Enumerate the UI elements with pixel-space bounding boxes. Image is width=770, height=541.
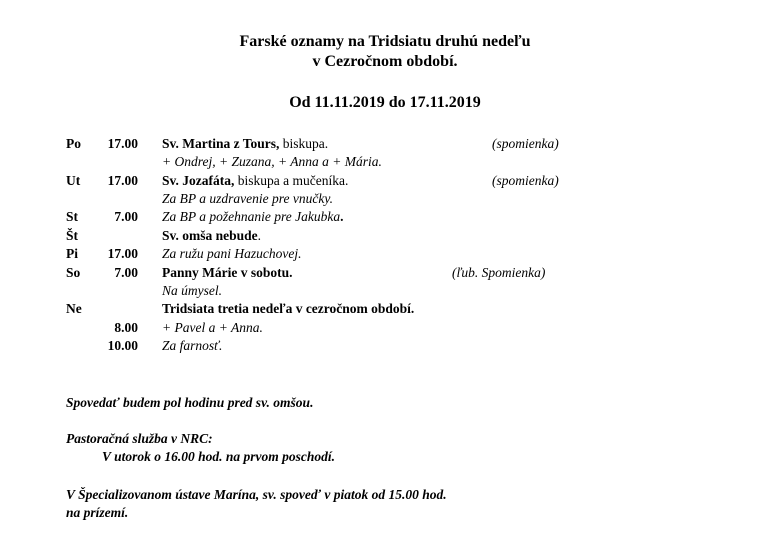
feast-rest: biskupa a mučeníka. bbox=[234, 173, 349, 188]
pastoral-detail: V utorok o 16.00 hod. na prvom poschodí. bbox=[102, 449, 336, 464]
schedule-row bbox=[0, 245, 770, 263]
intention-text: + Ondrej, + Zuzana, + Anna a + Mária. bbox=[162, 154, 382, 169]
feast-name: Sv. Jozafáta, bbox=[162, 173, 235, 188]
intention-text: Za ružu pani Hazuchovej. bbox=[162, 246, 302, 261]
schedule-row bbox=[0, 190, 770, 208]
schedule-row bbox=[0, 172, 770, 190]
rank-note: (spomienka) bbox=[492, 136, 559, 151]
feast-rest: biskupa. bbox=[279, 136, 329, 151]
intention-text: Za BP a požehnanie pre Jakubka bbox=[162, 209, 341, 224]
feast-name: Panny Márie v sobotu. bbox=[162, 265, 293, 280]
schedule-row bbox=[0, 153, 770, 171]
day-label: Pi bbox=[66, 246, 78, 261]
schedule-row bbox=[0, 319, 770, 337]
title-line-2: v Cezročnom období. bbox=[312, 53, 458, 70]
day-label: Ut bbox=[66, 173, 81, 188]
intention-text: Za BP a uzdravenie pre vnučky. bbox=[162, 191, 333, 206]
day-label: Po bbox=[66, 136, 81, 151]
schedule-row bbox=[0, 300, 770, 318]
intention-text: Za farnosť. bbox=[162, 338, 223, 353]
feast-name: Tridsiata tretia nedeľa v cezročnom období. bbox=[162, 301, 415, 316]
time-label: 17.00 bbox=[107, 246, 138, 261]
feast-name: Sv. omša nebude bbox=[162, 228, 258, 243]
feast-name: Sv. Martina z Tours, bbox=[162, 136, 280, 151]
time-label: 7.00 bbox=[114, 265, 138, 280]
schedule-text bbox=[162, 135, 328, 153]
schedule-row bbox=[0, 227, 770, 245]
schedule-row bbox=[0, 208, 770, 226]
day-label: Št bbox=[66, 228, 79, 243]
time-label: 8.00 bbox=[114, 320, 138, 335]
confession-notice: Spovedať budem pol hodinu pred sv. omšou. bbox=[66, 395, 314, 410]
schedule-row bbox=[0, 264, 770, 282]
rank-note: (spomienka) bbox=[492, 173, 559, 188]
day-label: St bbox=[66, 209, 79, 224]
intention-text: + Pavel a + Anna. bbox=[162, 320, 263, 335]
schedule-text bbox=[162, 172, 348, 190]
pastoral-title: Pastoračná služba v NRC: bbox=[66, 431, 213, 446]
schedule-row bbox=[0, 337, 770, 355]
schedule-row bbox=[0, 282, 770, 300]
day-label: Ne bbox=[66, 301, 82, 316]
schedule-text bbox=[162, 227, 261, 245]
intention-suffix: . bbox=[340, 209, 344, 224]
marina-notice-line-1: V Špecializovanom ústave Marína, sv. spoveď v piatok od 15.00 hod. bbox=[66, 487, 447, 502]
time-label: 7.00 bbox=[114, 209, 138, 224]
schedule-text bbox=[162, 208, 343, 226]
day-label: So bbox=[66, 265, 81, 280]
marina-notice-line-2: na prízemí. bbox=[66, 505, 129, 520]
feast-rest: . bbox=[257, 228, 262, 243]
title-line-1: Farské oznamy na Tridsiatu druhú nedeľu bbox=[239, 33, 531, 50]
time-label: 17.00 bbox=[107, 136, 138, 151]
time-label: 10.00 bbox=[107, 338, 138, 353]
time-label: 17.00 bbox=[107, 173, 138, 188]
date-range: Od 11.11.2019 do 17.11.2019 bbox=[289, 94, 481, 111]
intention-text: Na úmysel. bbox=[162, 283, 222, 298]
rank-note: (ľub. Spomienka) bbox=[452, 265, 546, 280]
schedule-row bbox=[0, 135, 770, 153]
